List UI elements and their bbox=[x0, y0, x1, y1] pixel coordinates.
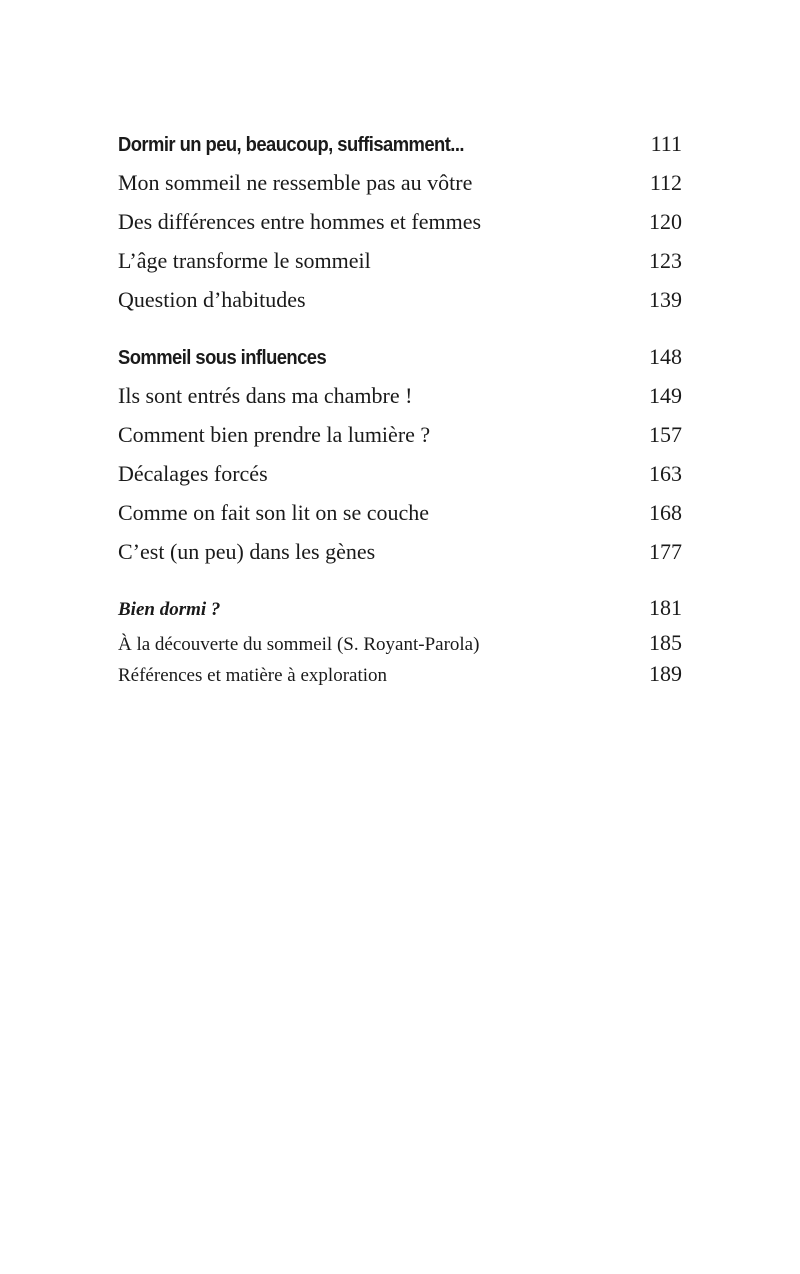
page-number: 111 bbox=[650, 131, 682, 156]
page-number: 163 bbox=[649, 461, 682, 486]
entry-title: Question d’habitudes bbox=[118, 287, 306, 312]
page-number: 177 bbox=[649, 539, 682, 564]
page-number: 139 bbox=[649, 287, 682, 312]
table-of-contents bbox=[118, 124, 682, 689]
page-number: 181 bbox=[649, 595, 682, 620]
toc-entry bbox=[118, 280, 682, 319]
entry-title: Comme on fait son lit on se couche bbox=[118, 500, 429, 525]
toc-conclusion bbox=[118, 589, 682, 627]
page-number: 185 bbox=[649, 630, 682, 655]
section-spacer bbox=[118, 571, 682, 589]
toc-entry bbox=[118, 493, 682, 532]
section-title: Sommeil sous influences bbox=[118, 347, 327, 369]
conclusion-title: Bien dormi ? bbox=[118, 599, 221, 620]
toc-appendix-entry bbox=[118, 658, 682, 689]
toc-entry bbox=[118, 241, 682, 280]
page-number: 149 bbox=[649, 383, 682, 408]
entry-title: C’est (un peu) dans les gènes bbox=[118, 539, 376, 564]
page-number: 123 bbox=[649, 248, 682, 273]
page-number: 120 bbox=[649, 209, 682, 234]
toc-entry bbox=[118, 376, 682, 415]
toc-section-heading bbox=[118, 124, 682, 163]
toc-entry bbox=[118, 202, 682, 241]
entry-title: Des différences entre hommes et femmes bbox=[118, 209, 482, 234]
toc-section-heading bbox=[118, 337, 682, 376]
entry-title: Mon sommeil ne ressemble pas au vôtre bbox=[118, 170, 473, 195]
page-number: 168 bbox=[649, 500, 682, 525]
appendix-title: Références et matière à exploration bbox=[118, 665, 388, 686]
page-number: 157 bbox=[649, 422, 682, 447]
page-number: 112 bbox=[649, 170, 682, 195]
entry-title: Comment bien prendre la lumière ? bbox=[118, 422, 431, 447]
toc-entry bbox=[118, 532, 682, 571]
toc-entry bbox=[118, 415, 682, 454]
toc-entry bbox=[118, 454, 682, 493]
page-number: 189 bbox=[649, 661, 682, 686]
page-number: 148 bbox=[649, 344, 682, 369]
toc-entry bbox=[118, 163, 682, 202]
section-spacer bbox=[118, 319, 682, 337]
appendix-title: À la découverte du sommeil (S. Royant-Parola) bbox=[118, 634, 480, 655]
section-title: Dormir un peu, beaucoup, suffisamment... bbox=[118, 134, 464, 156]
entry-title: Décalages forcés bbox=[118, 461, 268, 486]
toc-appendix-entry bbox=[118, 627, 682, 658]
entry-title: Ils sont entrés dans ma chambre ! bbox=[118, 383, 413, 408]
entry-title: L’âge transforme le sommeil bbox=[118, 248, 371, 273]
